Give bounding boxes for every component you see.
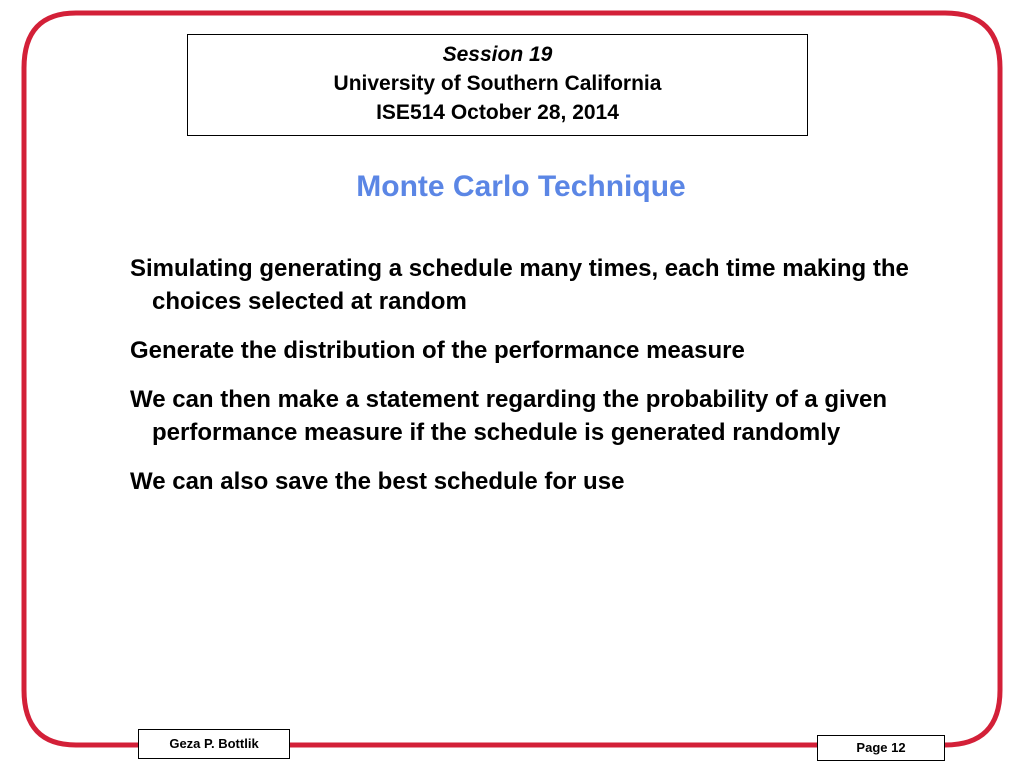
bullet-item: We can also save the best schedule for use <box>130 468 625 495</box>
session-label: Session 19 <box>442 43 553 66</box>
bullet-item: Generate the distribution of the performance measure <box>130 337 745 364</box>
bullet-list <box>130 252 920 514</box>
page-number-footer: Page 12 <box>817 735 945 761</box>
slide-title: Monte Carlo Technique <box>356 170 686 203</box>
session-header-box <box>187 34 808 136</box>
bullet-item: Simulating generating a schedule many times, each time making the choices selected at random <box>130 255 909 315</box>
author-footer: Geza P. Bottlik <box>138 729 290 759</box>
bullet-item: We can then make a statement regarding the probability of a given performance measure if the schedule is generated randomly <box>130 386 888 446</box>
course-date-label: ISE514 October 28, 2014 <box>376 101 619 124</box>
university-label: University of Southern California <box>333 72 662 95</box>
